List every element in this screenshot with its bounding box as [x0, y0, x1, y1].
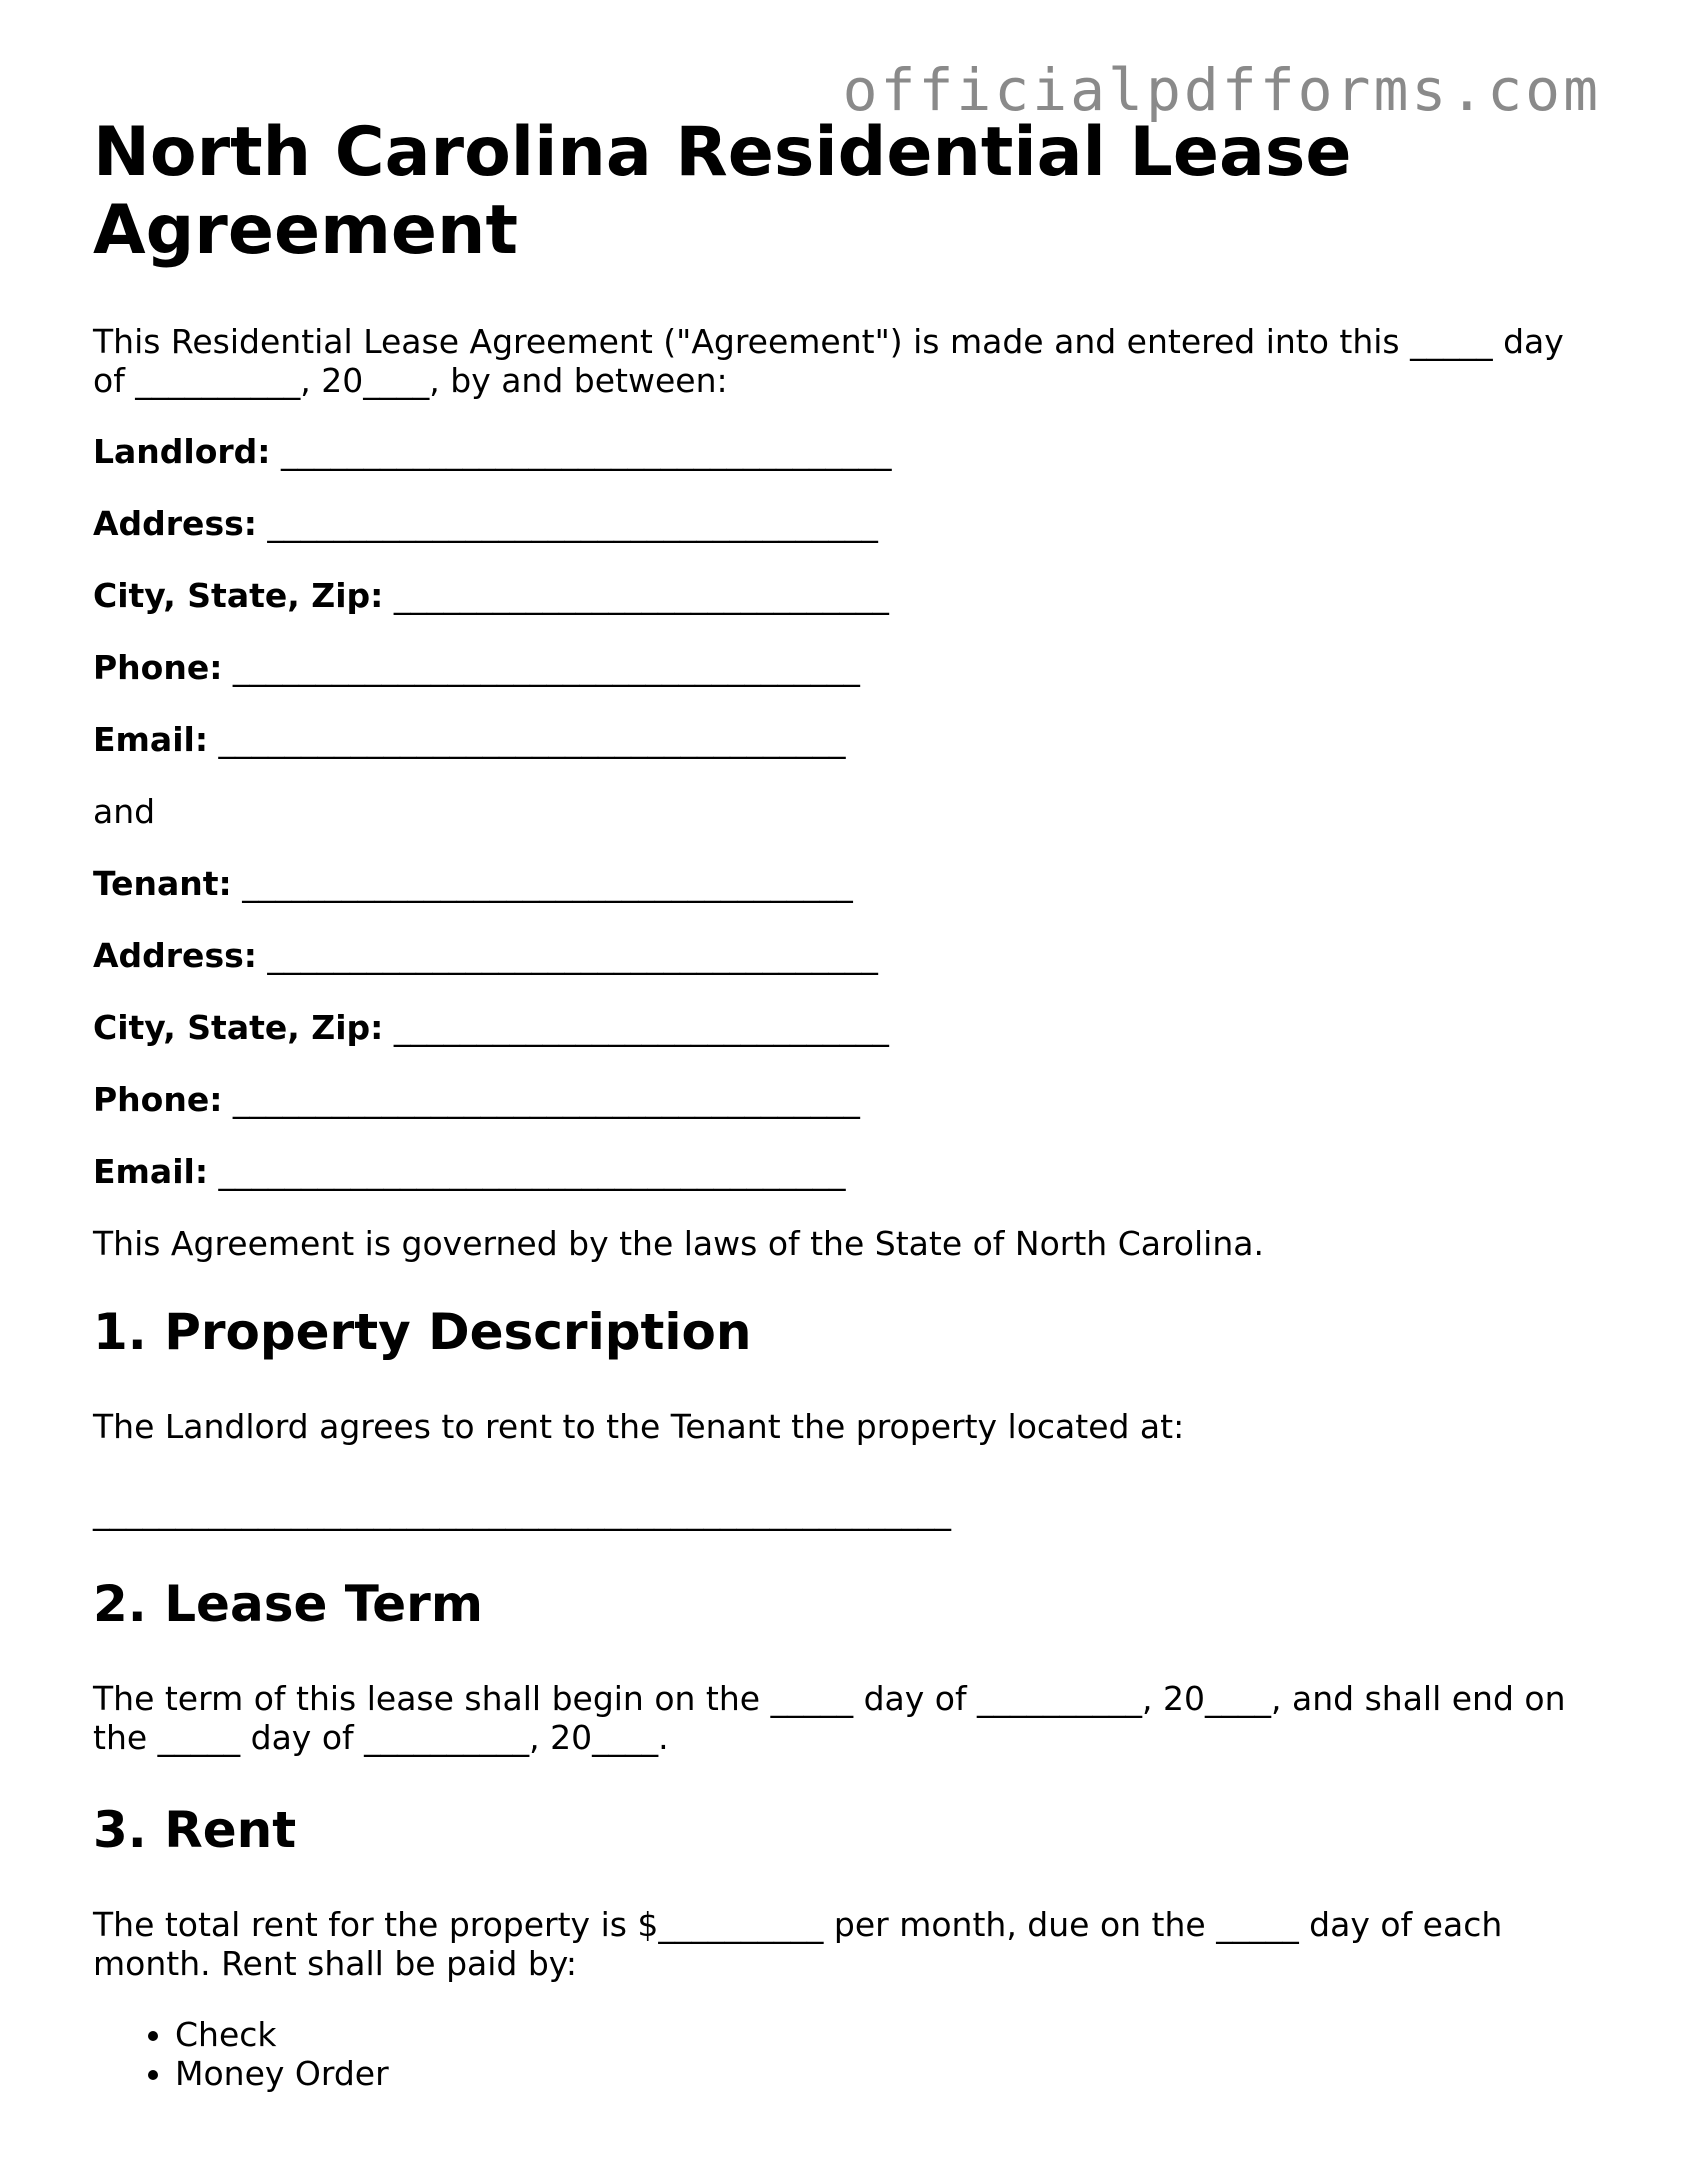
tenant-name-field[interactable] — [93, 864, 1593, 903]
blank-line[interactable]: _____________________________________ — [267, 504, 878, 543]
document-title: North Carolina Residential Lease Agreement — [93, 113, 1352, 270]
intro-paragraph: This Residential Lease Agreement ("Agreement") is made and entered into this _____ day of __________, 20____, by and between: — [93, 322, 1564, 400]
field-label: Email: — [93, 720, 209, 759]
field-label: City, State, Zip: — [93, 1008, 384, 1047]
field-label: Phone: — [93, 648, 223, 687]
section-heading-lease-term: 2. Lease Term — [93, 1575, 483, 1633]
field-label: Landlord: — [93, 432, 271, 471]
field-label: City, State, Zip: — [93, 576, 384, 615]
watermark: officialpdfforms.com — [842, 56, 1601, 124]
landlord-city-state-zip-field[interactable] — [93, 576, 1593, 615]
blank-line[interactable]: _____________________________________ — [281, 432, 892, 471]
blank-line[interactable]: ______________________________ — [393, 576, 889, 615]
section-heading-rent: 3. Rent — [93, 1801, 297, 1859]
field-label: Address: — [93, 936, 257, 975]
blank-line[interactable]: _____________________________________ — [267, 936, 878, 975]
lease-term-text: The term of this lease shall begin on the _____ day of __________, 20____, and shall end on the _____ day of __________, 20____. — [93, 1679, 1566, 1757]
tenant-city-state-zip-field[interactable] — [93, 1008, 1593, 1047]
property-address-blank[interactable]: ____________________________________________________ — [93, 1492, 951, 1531]
property-text: The Landlord agrees to rent to the Tenant the property located at: — [93, 1407, 1185, 1446]
landlord-email-field[interactable] — [93, 720, 1593, 759]
blank-line[interactable]: ______________________________ — [393, 1008, 889, 1047]
tenant-phone-field[interactable] — [93, 1080, 1593, 1119]
field-label: Tenant: — [93, 864, 232, 903]
payment-methods-list — [93, 2015, 1593, 2093]
landlord-phone-field[interactable] — [93, 648, 1593, 687]
blank-line[interactable]: _____________________________________ — [242, 864, 853, 903]
landlord-address-field[interactable] — [93, 504, 1593, 543]
field-label: Address: — [93, 504, 257, 543]
landlord-name-field[interactable] — [93, 432, 1593, 471]
and-text: and — [93, 792, 156, 831]
list-item: • Money Order — [175, 2054, 1593, 2093]
tenant-address-field[interactable] — [93, 936, 1593, 975]
blank-line[interactable]: ______________________________________ — [218, 1152, 846, 1191]
field-label: Phone: — [93, 1080, 223, 1119]
section-heading-property: 1. Property Description — [93, 1303, 752, 1361]
list-item: • Check — [175, 2015, 1593, 2054]
document-page — [93, 114, 1593, 2093]
tenant-email-field[interactable] — [93, 1152, 1593, 1191]
governing-law-text: This Agreement is governed by the laws of the State of North Carolina. — [93, 1224, 1264, 1263]
rent-text: The total rent for the property is $__________ per month, due on the _____ day of each month. Rent shall be paid by: — [93, 1905, 1503, 1983]
blank-line[interactable]: ______________________________________ — [218, 720, 846, 759]
blank-line[interactable]: ______________________________________ — [232, 1080, 860, 1119]
blank-line[interactable]: ______________________________________ — [232, 648, 860, 687]
field-label: Email: — [93, 1152, 209, 1191]
